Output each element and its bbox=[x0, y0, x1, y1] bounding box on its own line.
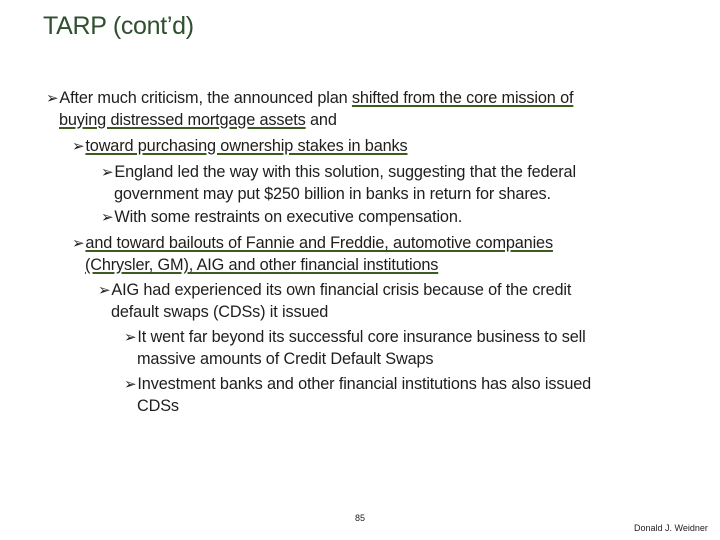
text: England led the way with this solution, suggesting that the federal bbox=[114, 163, 576, 181]
arrow-bullet-icon: ➢ bbox=[72, 235, 85, 252]
text: massive amounts of Credit Default Swaps bbox=[137, 350, 434, 368]
bullet-line bbox=[59, 110, 337, 130]
bullet-line bbox=[137, 396, 179, 416]
page-number: 85 bbox=[355, 513, 366, 523]
bullet-line bbox=[114, 184, 551, 204]
text: Investment banks and other financial institutions has also issued bbox=[137, 375, 592, 393]
bullet-line bbox=[72, 136, 408, 157]
text: With some restraints on executive compensation. bbox=[114, 208, 463, 226]
bullet-line bbox=[101, 162, 576, 183]
arrow-bullet-icon: ➢ bbox=[46, 90, 59, 107]
arrow-bullet-icon: ➢ bbox=[124, 329, 137, 346]
arrow-bullet-icon: ➢ bbox=[101, 164, 114, 181]
text: CDSs bbox=[137, 397, 179, 415]
bullet-line bbox=[101, 207, 462, 228]
text: default swaps (CDSs) it issued bbox=[111, 303, 329, 321]
arrow-bullet-icon: ➢ bbox=[98, 282, 111, 299]
text: and bbox=[305, 111, 337, 129]
underlined-text: toward purchasing ownership stakes in banks bbox=[85, 137, 408, 155]
bullet-line bbox=[72, 233, 553, 254]
author-footer: Donald J. Weidner bbox=[634, 523, 708, 533]
bullet-line bbox=[124, 327, 586, 348]
bullet-line bbox=[85, 255, 438, 275]
underlined-text: shifted from the core mission of bbox=[351, 89, 574, 107]
underlined-text: and toward bailouts of Fannie and Freddie, automotive companies bbox=[85, 234, 553, 252]
underlined-text: (Chrysler, GM), AIG and other financial institutions bbox=[85, 256, 439, 274]
bullet-line bbox=[137, 349, 433, 369]
text: It went far beyond its successful core insurance business to sell bbox=[137, 328, 586, 346]
arrow-bullet-icon: ➢ bbox=[101, 209, 114, 226]
bullet-line bbox=[124, 374, 591, 395]
bullet-line bbox=[98, 280, 571, 301]
text: government may put $250 billion in banks in return for shares. bbox=[114, 185, 551, 203]
arrow-bullet-icon: ➢ bbox=[124, 376, 137, 393]
slide-title: TARP (cont’d) bbox=[43, 12, 194, 40]
text: After much criticism, the announced plan bbox=[59, 89, 352, 107]
bullet-line bbox=[46, 88, 573, 109]
arrow-bullet-icon: ➢ bbox=[72, 138, 85, 155]
underlined-text: buying distressed mortgage assets bbox=[59, 111, 306, 129]
text: AIG had experienced its own financial crisis because of the credit bbox=[111, 281, 572, 299]
bullet-line bbox=[111, 302, 328, 322]
